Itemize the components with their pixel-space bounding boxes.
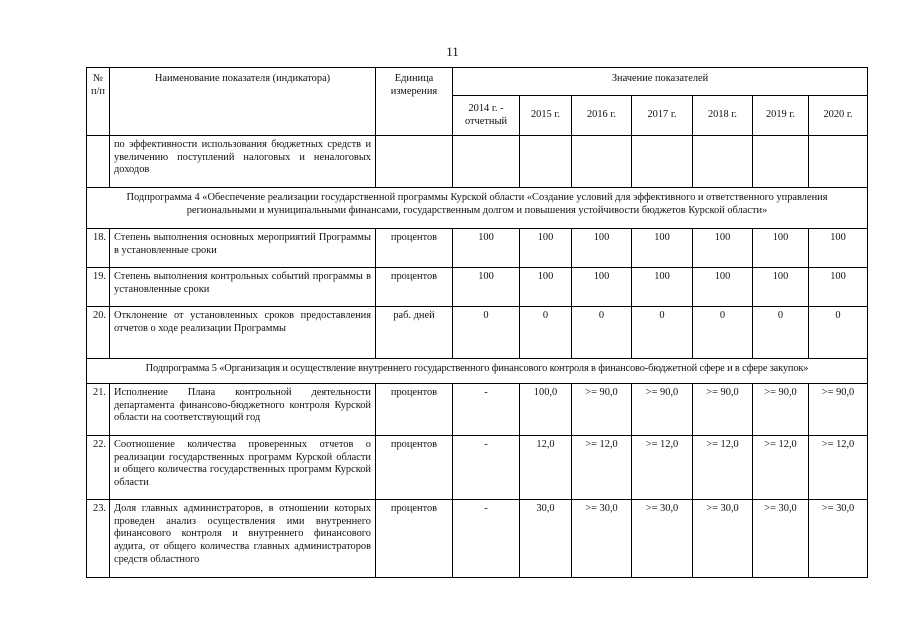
header-name: Наименование показателя (индикатора): [110, 68, 376, 136]
row-value: >= 90,0: [632, 384, 693, 436]
row-value: >= 30,0: [753, 500, 809, 578]
row-name: Степень выполнения контрольных событий программы в установленные сроки: [110, 268, 376, 307]
row-value: >= 90,0: [693, 384, 753, 436]
row-value: >= 90,0: [572, 384, 632, 436]
row-unit: процентов: [376, 436, 453, 500]
row-value: >= 12,0: [809, 436, 868, 500]
subprogram-4-title: Подпрограмма 4 «Обеспечение реализации государственной программы Курской области «Создание условий для эффективного и ответственного управления региональными и муниципальными финансами, государственным долгом и повышения устойчивости бюджетов Курской области»: [87, 188, 868, 229]
header-year: 2016 г.: [572, 96, 632, 136]
row-name: Отклонение от установленных сроков предоставления отчетов о ходе реализации Программы: [110, 307, 376, 359]
header-year: 2014 г. - отчетный: [453, 96, 520, 136]
row-value: >= 30,0: [572, 500, 632, 578]
row-num: 23.: [87, 500, 110, 578]
row-name: по эффективности использования бюджетных средств и увеличению поступлений налоговых и неналоговых доходов: [110, 136, 376, 188]
header-year: 2020 г.: [809, 96, 868, 136]
table-row: [87, 436, 868, 500]
row-value: 0: [520, 307, 572, 359]
row-value: 0: [453, 307, 520, 359]
row-name: Доля главных администраторов, в отношении которых проведен анализ осуществления ими внутреннего финансового контроля и внутреннего финансового аудита, от общего количества главных администраторов средств областного: [110, 500, 376, 578]
header-row: [87, 68, 868, 96]
header-year: 2018 г.: [693, 96, 753, 136]
header-unit: Единица измерения: [376, 68, 453, 136]
row-value: -: [453, 500, 520, 578]
row-value: 100: [693, 268, 753, 307]
row-value: 100: [453, 268, 520, 307]
row-value: 100: [753, 268, 809, 307]
row-value: 0: [693, 307, 753, 359]
row-value: 100: [753, 229, 809, 268]
row-value: 0: [809, 307, 868, 359]
row-value: >= 12,0: [572, 436, 632, 500]
row-value: 100: [520, 268, 572, 307]
indicators-table: [86, 67, 868, 578]
row-value: >= 12,0: [693, 436, 753, 500]
row-value: 100: [809, 229, 868, 268]
table-row: [87, 229, 868, 268]
subprogram-row: [87, 188, 868, 229]
row-value: 100: [572, 268, 632, 307]
row-num: 21.: [87, 384, 110, 436]
row-name: Исполнение Плана контрольной деятельности департамента финансово-бюджетного контроля Курской области на соответствующий год: [110, 384, 376, 436]
subprogram-5-title: Подпрограмма 5 «Организация и осуществление внутреннего государственного финансового контроля в финансово-бюджетной сфере и в сфере закупок»: [87, 359, 868, 384]
row-value: >= 30,0: [632, 500, 693, 578]
row-name: Степень выполнения основных мероприятий Программы в установленные сроки: [110, 229, 376, 268]
row-value: >= 30,0: [809, 500, 868, 578]
row-value: 100: [520, 229, 572, 268]
row-value: 12,0: [520, 436, 572, 500]
row-unit: процентов: [376, 500, 453, 578]
header-year: 2015 г.: [520, 96, 572, 136]
row-value: 100: [632, 229, 693, 268]
row-value: 30,0: [520, 500, 572, 578]
row-unit: процентов: [376, 229, 453, 268]
continuation-row: [87, 136, 868, 188]
row-value: 100: [453, 229, 520, 268]
row-value: 0: [753, 307, 809, 359]
row-value: 0: [572, 307, 632, 359]
header-values: Значение показателей: [453, 68, 868, 96]
row-value: 0: [632, 307, 693, 359]
row-value: >= 12,0: [632, 436, 693, 500]
row-num: [87, 136, 110, 188]
row-unit: процентов: [376, 268, 453, 307]
row-num: 22.: [87, 436, 110, 500]
row-value: 100: [572, 229, 632, 268]
row-value: -: [453, 436, 520, 500]
row-unit: раб. дней: [376, 307, 453, 359]
row-name: Соотношение количества проверенных отчетов о реализации государственных программ Курской области и общего количества государственных программ Курской области: [110, 436, 376, 500]
row-value: 100: [809, 268, 868, 307]
table-row: [87, 268, 868, 307]
row-value: >= 30,0: [693, 500, 753, 578]
row-num: 20.: [87, 307, 110, 359]
row-value: 100: [632, 268, 693, 307]
subprogram-row: [87, 359, 868, 384]
row-value: >= 90,0: [753, 384, 809, 436]
row-value: >= 90,0: [809, 384, 868, 436]
row-num: 18.: [87, 229, 110, 268]
table-row: [87, 307, 868, 359]
row-num: 19.: [87, 268, 110, 307]
table-row: [87, 500, 868, 578]
table-row: [87, 384, 868, 436]
row-value: 100: [693, 229, 753, 268]
header-year: 2019 г.: [753, 96, 809, 136]
header-num: № п/п: [87, 68, 110, 136]
page-number: 11: [446, 44, 459, 59]
row-value: >= 12,0: [753, 436, 809, 500]
row-value: 100,0: [520, 384, 572, 436]
header-year: 2017 г.: [632, 96, 693, 136]
row-unit: процентов: [376, 384, 453, 436]
row-value: -: [453, 384, 520, 436]
